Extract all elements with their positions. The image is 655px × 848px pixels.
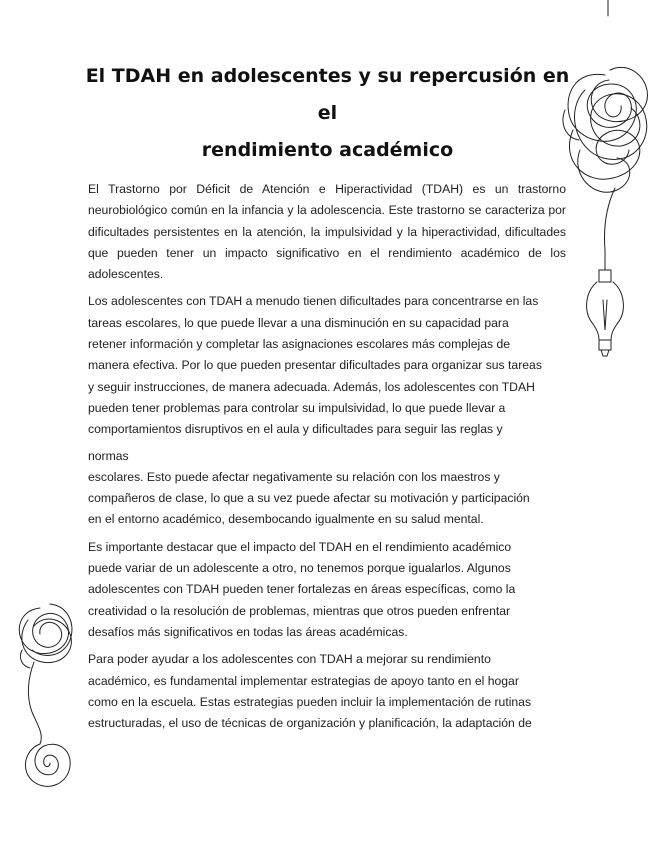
tangled-spiral-icon — [10, 600, 90, 800]
paragraph-4 — [88, 649, 566, 734]
paragraph-3-line: creatividad o la resolución de problemas, mientras que otros pueden enfrentar — [88, 603, 511, 618]
title-line-1: El TDAH en adolescentes y su repercusión en el — [85, 65, 570, 124]
paragraph-4-line: Para poder ayudar a los adolescentes con TDAH a mejorar su rendimiento — [88, 652, 491, 667]
paragraph-3-line: desafíos más significativos en todas las áreas académicas. — [88, 624, 408, 639]
paragraph-4-line: estructuradas, el uso de técnicas de organización y planificación, la adaptación de — [88, 716, 532, 731]
paragraph-2-line: retener información y completar las asignaciones escolares más complejas de — [88, 337, 511, 352]
paragraph-2-line: pueden tener problemas para controlar su impulsividad, lo que puede llevar a — [88, 400, 506, 415]
paragraph-3 — [88, 537, 566, 643]
paragraph-2-line: tareas escolares, lo que puede llevar a una disminución en su capacidad para — [88, 315, 509, 330]
paragraph-2-break-word: normas — [88, 448, 129, 463]
document-body — [88, 179, 566, 734]
title-line-2: rendimiento académico — [201, 139, 454, 161]
paragraph-2-line: manera efectiva. Por lo que pueden presentar dificultades para organizar sus tareas — [88, 358, 542, 373]
paragraph-3-line: puede variar de un adolescente a otro, no tenemos porque igualarlos. Algunos — [88, 561, 511, 576]
paragraph-4-line: como en la escuela. Estas estrategias pueden incluir la implementación de rutinas — [88, 694, 532, 709]
paragraph-2-line: en el entorno académico, desembocando igualmente en su salud mental. — [88, 512, 484, 527]
paragraph-3-line: Es importante destacar que el impacto del TDAH en el rendimiento académico — [88, 539, 512, 554]
paragraph-1: El Trastorno por Déficit de Atención e Hiperactividad (TDAH) es un trastorno neurobiológico común en la infancia y la adolescencia. Este trastorno se caracteriza por dificultades persistentes en la atención, la impulsividad y la hiperactividad, dificultades que pueden tener un impacto significativo en el rendimiento académico de los adolescentes. — [88, 182, 566, 282]
paragraph-3-line: adolescentes con TDAH pueden tener fortalezas en áreas específicas, como la — [88, 582, 516, 597]
tangled-lightbulb-icon — [555, 0, 655, 360]
paragraph-2 — [88, 291, 566, 530]
paragraph-2-line: Los adolescentes con TDAH a menudo tienen dificultades para concentrarse en las — [88, 294, 539, 309]
document-title — [80, 58, 575, 169]
paragraph-2-line: y seguir instrucciones, de manera adecuada. Además, los adolescentes con TDAH — [88, 379, 535, 394]
paragraph-2-line: escolares. Esto puede afectar negativamente su relación con los maestros y — [88, 469, 500, 484]
paragraph-2-line: comportamientos disruptivos en el aula y dificultades para seguir las reglas y — [88, 422, 503, 437]
paragraph-4-line: académico, es fundamental implementar estrategias de apoyo tanto en el hogar — [88, 673, 519, 688]
paragraph-2-line: compañeros de clase, lo que a su vez puede afectar su motivación y participación — [88, 491, 530, 506]
